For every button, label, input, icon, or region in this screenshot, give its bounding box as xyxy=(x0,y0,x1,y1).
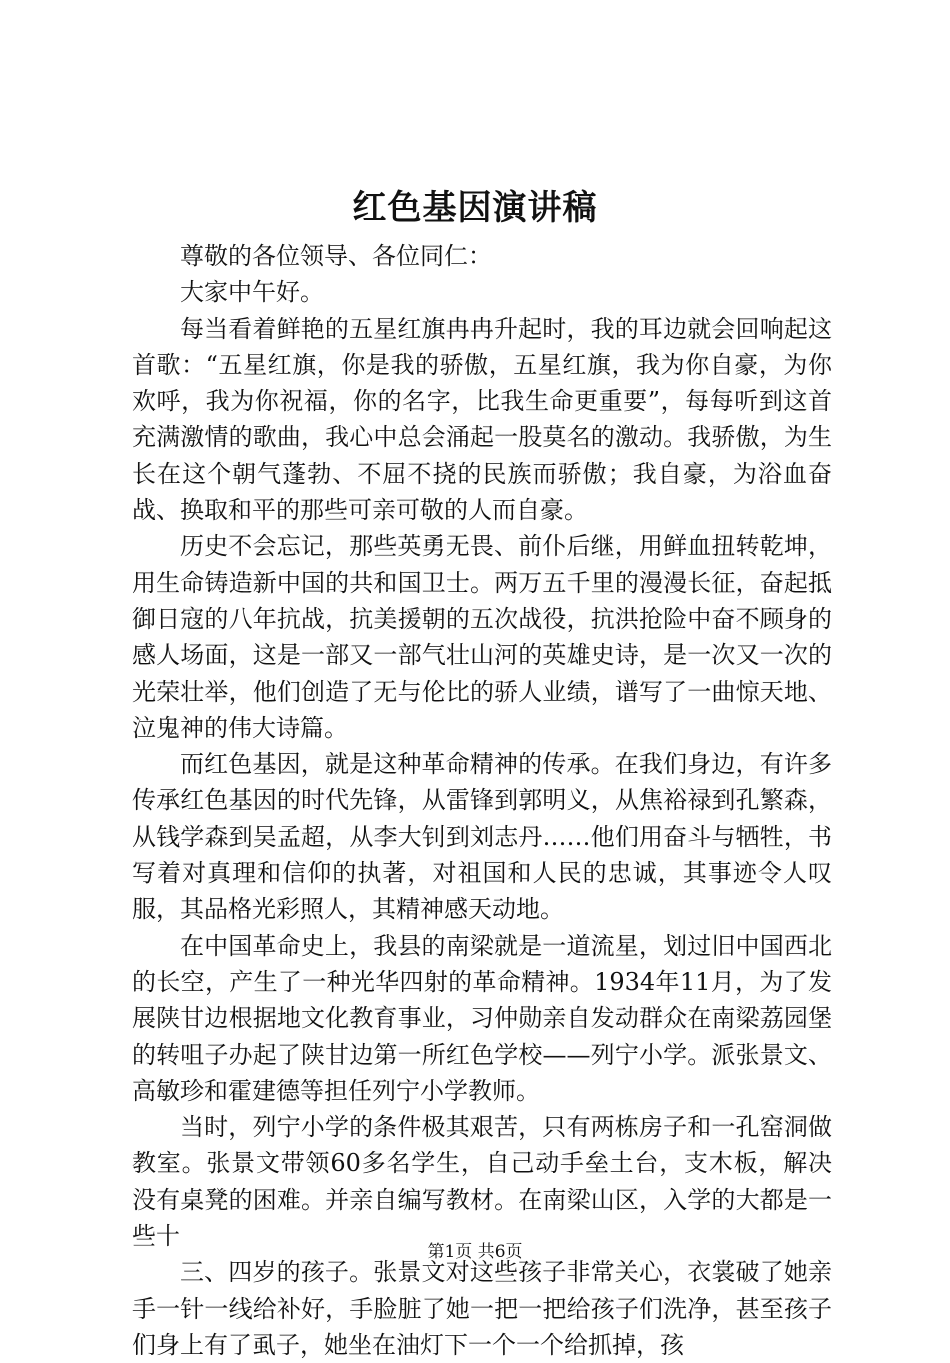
paragraph: 历史不会忘记，那些英勇无畏、前仆后继，用鲜血扭转乾坤，用生命铸造新中国的共和国卫士。两万五千里的漫漫长征，奋起抵御日寇的八年抗战，抗美援朝的五次战役，抗洪抢险中奋不顾身的感人场面，这是一部又一部气壮山河的英雄史诗，是一次又一次的光荣壮举，他们创造了无与伦比的骄人业绩，谱写了一曲惊天地、泣鬼神的伟大诗篇。 xyxy=(132,532,832,742)
paragraph: 三、四岁的孩子。张景文对这些孩子非常关心，衣裳破了她亲手一针一线给补好，手脸脏了她一把一把给孩子们洗净，甚至孩子们身上有了虱子，她坐在油灯下一个一个给抓掉，孩 xyxy=(132,1258,832,1359)
paragraph: 当时，列宁小学的条件极其艰苦，只有两栋房子和一孔窑洞做教室。张景文带领60多名学生，自己动手垒土台，支木板，解决没有桌凳的困难。并亲自编写教材。在南梁山区，入学的大都是一些十 xyxy=(132,1113,832,1251)
paragraph: 在中国革命史上，我县的南梁就是一道流星，划过旧中国西北的长空，产生了一种光华四射的革命精神。1934年11月，为了发展陕甘边根据地文化教育事业，习仲勋亲自发动群众在南梁荔园堡的转咀子办起了陕甘边第一所红色学校——列宁小学。派张景文、高敏珍和霍建德等担任列宁小学教师。 xyxy=(132,931,832,1105)
paragraph: 大家中午好。 xyxy=(180,278,324,307)
document-title: 红色基因演讲稿 xyxy=(352,188,598,228)
document-body xyxy=(132,238,832,1363)
paragraph: 尊敬的各位领导、各位同仁： xyxy=(180,242,492,270)
paragraph: 每当看着鲜艳的五星红旗冉冉升起时，我的耳边就会回响起这首歌：“五星红旗，你是我的骄傲，五星红旗，我为你自豪，为你欢呼，我为你祝福，你的名字，比我生命更重要”，每每听到这首充满激情的歌曲，我心中总会涌起一股莫名的激动。我骄傲，为生长在这个朝气蓬勃、不屈不挠的民族而骄傲；我自豪，为浴血奋战、换取和平的那些可亲可敬的人而自豪。 xyxy=(132,314,832,525)
paragraph: 而红色基因，就是这种革命精神的传承。在我们身边，有许多传承红色基因的时代先锋，从雷锋到郭明义，从焦裕禄到孔繁森，从钱学森到吴孟超，从李大钊到刘志丹……他们用奋斗与牺牲，书写着对真理和信仰的执著，对祖国和人民的忠诚，其事迹令人叹服，其品格光彩照人，其精神感天动地。 xyxy=(132,750,832,924)
page-number-footer: 第1页 共6页 xyxy=(427,1242,523,1262)
